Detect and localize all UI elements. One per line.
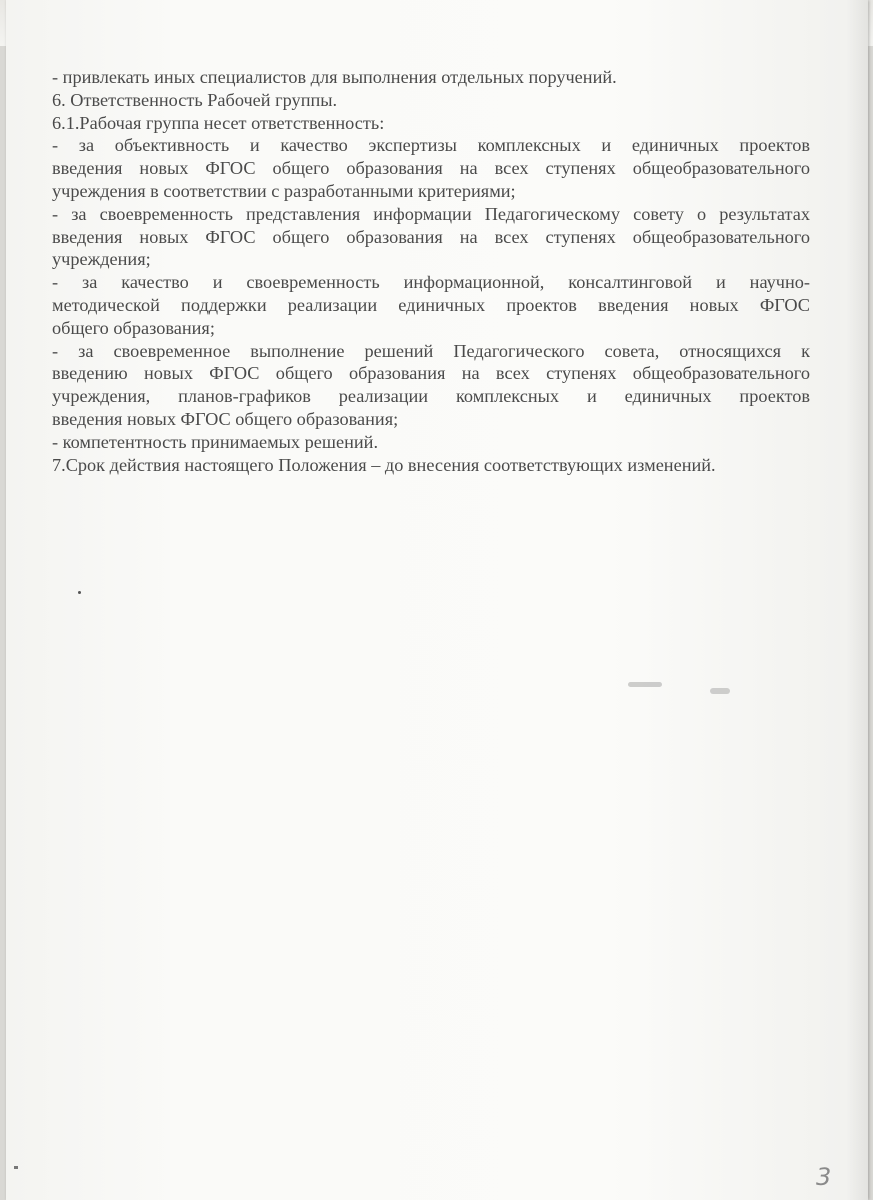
document-body [52, 66, 810, 476]
text-line: введения новых ФГОС общего образования; [52, 408, 399, 429]
text-line: - привлекать иных специалистов для выполнения отдельных поручений. [52, 67, 617, 87]
text-line: учреждения; [52, 249, 151, 270]
text-line: - за своевременное выполнение решений Педагогического совета, относящихся к [52, 340, 810, 361]
text-line: - компетентность принимаемых решений. [52, 431, 379, 452]
subsection-heading: 6.1.Рабочая группа несет ответственность: [52, 112, 385, 133]
text-line: введению новых ФГОС общего образования на всех ступенях общеобразовательного [52, 363, 810, 384]
text-line: методической поддержки реализации единичных проектов введения новых ФГОС [52, 294, 810, 315]
text-line: - за качество и своевременность информационной, консалтинговой и научно- [52, 272, 810, 293]
section-heading: 6. Ответственность Рабочей группы. [52, 89, 338, 110]
page-number: 3 [816, 1163, 832, 1191]
text-line: введения новых ФГОС общего образования на всех ступенях общеобразовательного [52, 158, 810, 179]
ink-dot [78, 591, 81, 594]
text-line: введения новых ФГОС общего образования на всех ступенях общеобразовательного [52, 226, 810, 247]
text-line: - за своевременность представления информации Педагогическому совету о результатах [52, 203, 810, 224]
page-edge-shadow [846, 0, 868, 1200]
ink-smudge [628, 682, 662, 687]
text-line: учреждения в соответствии с разработанными критериями; [52, 180, 516, 201]
ink-smudge [710, 688, 730, 694]
text-line: общего образования; [52, 317, 215, 338]
ink-mark [14, 1166, 18, 1169]
section-heading: 7.Срок действия настоящего Положения – до внесения соответствующих изменений. [52, 454, 716, 475]
text-line: - за объективность и качество экспертизы комплексных и единичных проектов [52, 135, 810, 156]
text-line: учреждения, планов-графиков реализации комплексных и единичных проектов [52, 386, 810, 407]
